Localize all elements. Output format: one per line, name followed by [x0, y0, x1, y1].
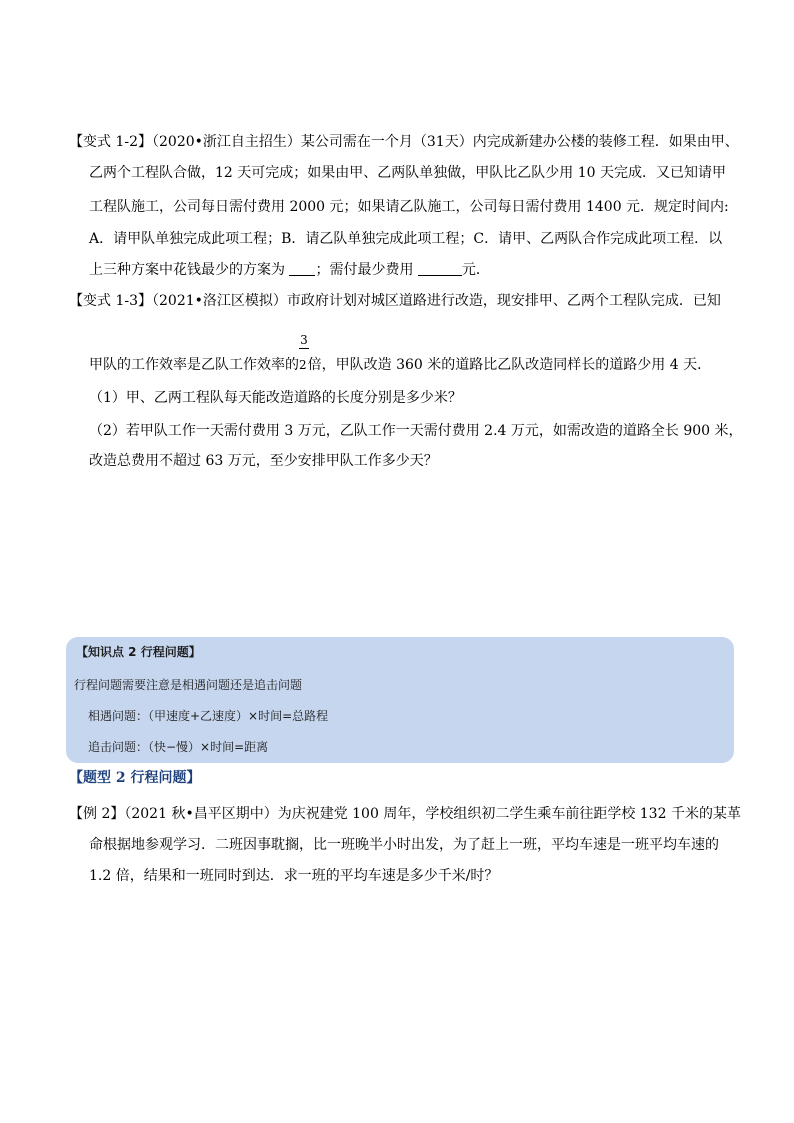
knowledge-line-2: 相遇问题：（甲速度+乙速度）×时间=总路程	[88, 709, 329, 723]
variant-1-3-question-2-line-1: （2）若甲队工作一天需付费用 3 万元，乙队工作一天需付费用 2.4 万元，如需改造的道路全长 900 米，	[89, 423, 743, 439]
variant-1-3-question-2-line-2: 改造总费用不超过 63 万元，至少安排甲队工作多少天？	[89, 453, 438, 469]
variant-1-3-line-2: 甲队的工作效率是乙队工作效率的2倍，甲队改造 360 米的道路比乙队改造同样长的道路少用 4 天．	[89, 357, 712, 373]
variant-1-2-line-5: 上三种方案中花钱最少的方案为 ；需付最少费用 元．	[89, 262, 490, 278]
variant-1-3-question-1: （1）甲、乙两工程队每天能改造道路的长度分别是多少米？	[89, 390, 462, 406]
fraction-bar	[299, 348, 309, 349]
answer-blank-cost[interactable]	[418, 261, 462, 276]
example-2-label: 【例 2】	[69, 806, 125, 822]
knowledge-line-1: 行程问题需要注意是相遇问题还是追击问题	[74, 678, 303, 692]
knowledge-line-3: 追击问题：（快−慢）×时间=距离	[88, 740, 269, 754]
variant-1-2-line-2: 乙两个工程队合做，12 天可完成；如果由甲、乙两队单独做，甲队比乙队少用 10 天完成．又已知请甲	[89, 165, 726, 181]
knowledge-title: 【知识点 2 行程问题】	[76, 645, 201, 659]
answer-blank-plan[interactable]	[289, 261, 315, 276]
fraction-denominator: 2	[299, 358, 307, 372]
variant-1-2-line-3: 工程队施工，公司每日需付费用 2000 元；如果请乙队施工，公司每日需付费用 1400 元．规定时间内:	[89, 199, 729, 215]
question-type-heading: 【题型 2 行程问题】	[69, 770, 201, 786]
variant-1-3-label: 【变式 1-3】	[69, 293, 152, 309]
variant-1-2-label: 【变式 1-2】	[69, 134, 152, 150]
example-2-line-1: 【例 2】（2021 秋•昌平区期中）为庆祝建党 100 周年，学校组织初二学生乘车前往距学校 132 千米的某革	[69, 806, 741, 822]
variant-1-2-line-1: 【变式 1-2】（2020•浙江自主招生）某公司需在一个月（31天）内完成新建办公楼的装修工程．如果由甲、	[69, 134, 739, 150]
example-2-line-2: 命根据地参观学习．二班因事耽搁，比一班晚半小时出发，为了赶上一班，平均车速是一班平均车速的	[89, 837, 719, 853]
fraction-numerator: 3	[300, 333, 308, 347]
example-2-line-3: 1.2 倍，结果和一班同时到达．求一班的平均车速是多少千米/时？	[89, 868, 499, 884]
knowledge-point-box	[66, 637, 734, 763]
variant-1-3-line-1: 【变式 1-3】（2021•洛江区模拟）市政府计划对城区道路进行改造，现安排甲、乙两个工程队完成．已知	[69, 293, 721, 309]
variant-1-2-line-4: A．请甲队单独完成此项工程；B．请乙队单独完成此项工程；C．请甲、乙两队合作完成此项工程．以	[89, 231, 723, 247]
